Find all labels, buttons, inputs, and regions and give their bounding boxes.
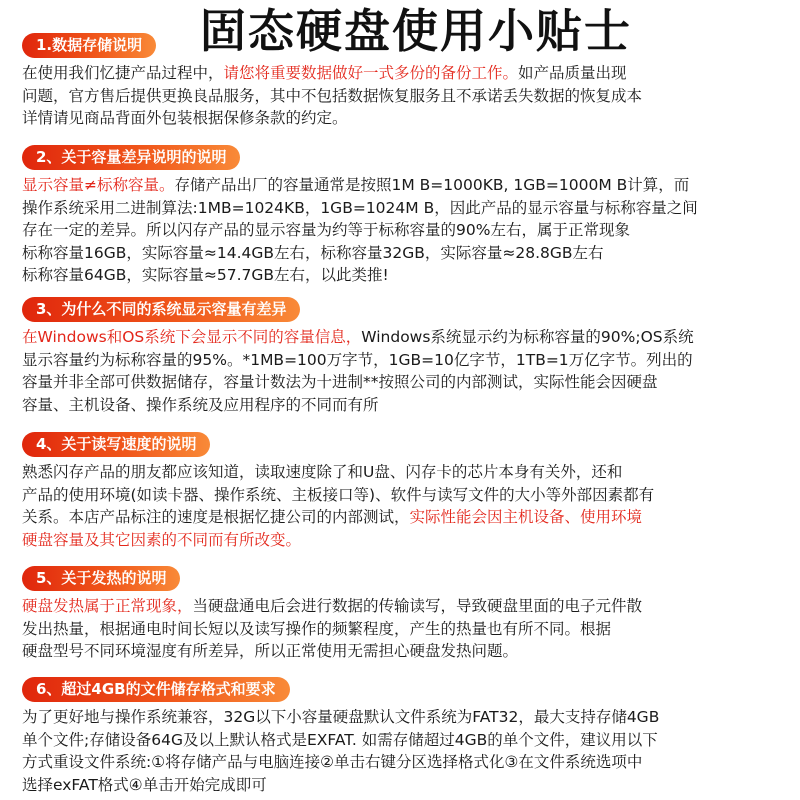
section-body bbox=[22, 706, 782, 796]
body-text: 操作系统采用二进制算法:1MB=1024KB，1GB=1024M B，因此产品的显示容量与标称容量之间 bbox=[22, 198, 698, 217]
body-text: 如产品质量出现 bbox=[518, 64, 627, 82]
text-line bbox=[22, 85, 782, 108]
body-text: 在使用我们忆捷产品过程中， bbox=[22, 64, 224, 82]
section-heading-badge: 1.数据存储说明 bbox=[22, 33, 156, 58]
body-text: 存储产品出厂的容量通常是按照1M B=1000KB, 1GB=1000M B计算，而 bbox=[174, 176, 690, 194]
body-text: 为了更好地与操作系统兼容，32G以下小容量硬盘默认文件系统为FAT32，最大支持存储4GB bbox=[22, 708, 660, 726]
body-text: 产品的使用环境(如读卡器、操作系统、主板接口等)、软件与读写文件的大小等外部因素都有 bbox=[22, 485, 655, 504]
text-line bbox=[22, 484, 782, 507]
text-line bbox=[22, 729, 782, 752]
highlight-text: 硬盘容量及其它因素的不同而有所改变。 bbox=[22, 530, 302, 549]
text-line bbox=[22, 461, 782, 484]
text-line bbox=[22, 640, 782, 663]
text-line bbox=[22, 62, 782, 85]
text-line bbox=[22, 595, 782, 618]
body-text: 详情请见商品背面外包装根据保修条款的约定。 bbox=[22, 109, 348, 127]
body-text: 标称容量16GB，实际容量≈14.4GB左右，标称容量32GB，实际容量≈28.8GB左右 bbox=[22, 243, 604, 262]
text-line bbox=[22, 219, 782, 242]
body-text: 关系。本店产品标注的速度是根据忆捷公司的内部测试， bbox=[22, 508, 410, 526]
section-body bbox=[22, 461, 782, 551]
body-text: 单个文件;存储设备64G及以上默认格式是EXFAT. 如需存储超过4GB的单个文件，建议用以下 bbox=[22, 730, 658, 749]
body-text: 容量并非全部可供数据储存，容量计数法为十进制**按照公司的内部测试，实际性能会因硬盘 bbox=[22, 373, 658, 391]
body-text: 显示容量约为标称容量的95%。*1MB=100万字节，1GB=10亿字节，1TB=1万亿字节。列出的 bbox=[22, 350, 693, 369]
highlight-text: 硬盘发热属于正常现象， bbox=[22, 597, 193, 615]
highlight-text: 显示容量≠标称容量。 bbox=[22, 176, 175, 194]
section-body bbox=[22, 174, 782, 287]
body-text: 熟悉闪存产品的朋友都应该知道，读取速度除了和U盘、闪存卡的芯片本身有关外，还和 bbox=[22, 463, 623, 481]
section-body bbox=[22, 595, 782, 663]
text-line bbox=[22, 242, 782, 265]
section-heading-badge: 6、超过4GB的文件储存格式和要求 bbox=[22, 677, 290, 702]
section-heading-badge: 3、为什么不同的系统显示容量有差异 bbox=[22, 297, 300, 322]
body-text: 硬盘型号不同环境湿度有所差异，所以正常使用无需担心硬盘发热问题。 bbox=[22, 642, 519, 660]
body-text: 容量、主机设备、操作系统及应用程序的不同而有所 bbox=[22, 395, 379, 414]
highlight-text: 实际性能会因主机设备、使用环境 bbox=[409, 508, 643, 526]
page-title: 固态硬盘使用小贴士 bbox=[200, 4, 632, 58]
text-line bbox=[22, 174, 782, 197]
body-text: 选择exFAT格式④单击开始完成即可 bbox=[22, 775, 267, 794]
text-line bbox=[22, 706, 782, 729]
section-heading-badge: 5、关于发热的说明 bbox=[22, 566, 180, 591]
body-text: 标称容量64GB，实际容量≈57.7GB左右，以此类推! bbox=[22, 266, 389, 284]
text-line bbox=[22, 264, 782, 287]
body-text: 问题，官方售后提供更换良品服务，其中不包括数据恢复服务且不承诺丢失数据的恢复成本 bbox=[22, 86, 643, 105]
body-text: 当硬盘通电后会进行数据的传输读写，导致硬盘里面的电子元件散 bbox=[192, 597, 643, 615]
text-line bbox=[22, 326, 782, 349]
highlight-text: 请您将重要数据做好一式多份的备份工作。 bbox=[223, 64, 519, 82]
text-line bbox=[22, 774, 782, 797]
text-line bbox=[22, 371, 782, 394]
text-line bbox=[22, 506, 782, 529]
section-body bbox=[22, 62, 782, 130]
highlight-text: 在Windows和OS系统下会显示不同的容量信息， bbox=[22, 328, 362, 346]
text-line bbox=[22, 107, 782, 130]
body-text: Windows系统显示约为标称容量的90%;OS系统 bbox=[361, 328, 694, 346]
section-heading-badge: 4、关于读写速度的说明 bbox=[22, 432, 210, 457]
text-line bbox=[22, 529, 782, 552]
text-line bbox=[22, 394, 782, 417]
section-body bbox=[22, 326, 782, 416]
text-line bbox=[22, 751, 782, 774]
text-line bbox=[22, 349, 782, 372]
text-line bbox=[22, 197, 782, 220]
body-text: 存在一定的差异。所以闪存产品的显示容量为约等于标称容量的90%左右，属于正常现象 bbox=[22, 221, 630, 239]
text-line bbox=[22, 618, 782, 641]
body-text: 方式重设文件系统:①将存储产品与电脑连接②单击右键分区选择格式化③在文件系统选项中 bbox=[22, 753, 643, 771]
body-text: 发出热量，根据通电时间长短以及读写操作的频繁程度，产生的热量也有所不同。根据 bbox=[22, 619, 612, 638]
section-heading-badge: 2、关于容量差异说明的说明 bbox=[22, 145, 240, 170]
